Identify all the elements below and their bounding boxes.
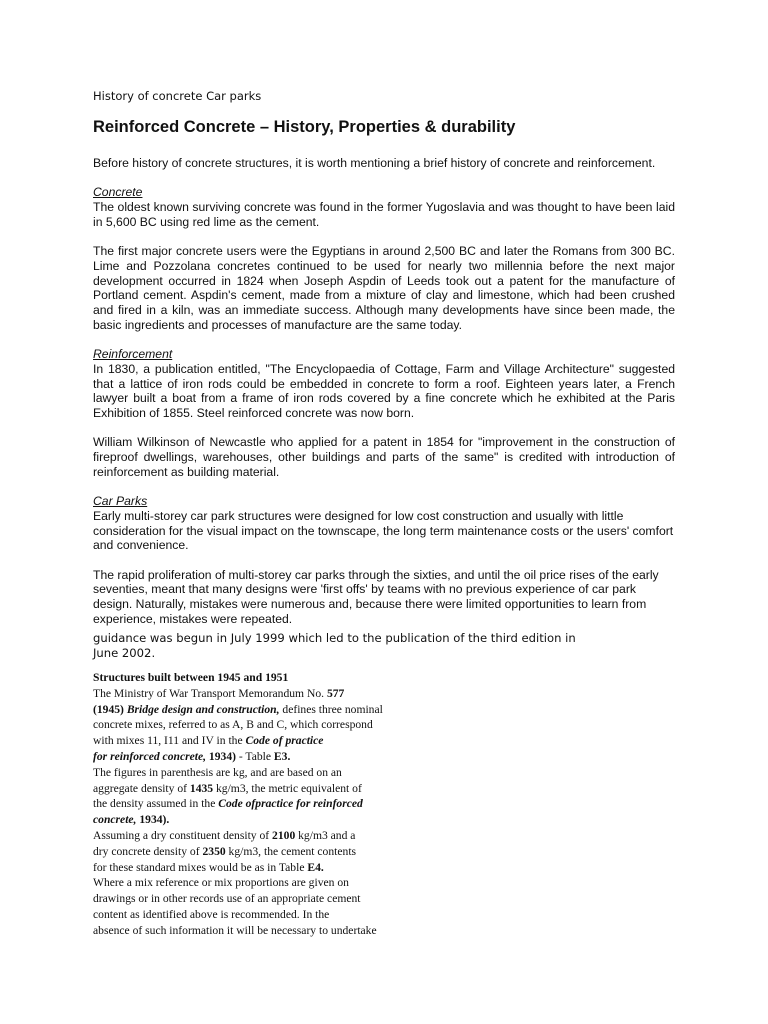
concrete-section — [93, 185, 675, 332]
scan-text: aggregate density of — [93, 781, 190, 795]
guidance-line-1: guidance was begun in July 1999 which led to the publication of the third edition in — [93, 631, 576, 645]
scan-line — [93, 844, 453, 860]
car-parks-heading: Car Parks — [93, 494, 148, 509]
concrete-paragraph-2: The first major concrete users were the Egyptians in around 2,500 BC and later the Romans from 300 BC. Lime and Pozzolana concretes continued to be used for nearly two millennia before the next major development occurred in 1824 when Joseph Aspdin of Leeds took out a patent for the manufacture of Portland cement. Aspdin's cement, made from a mixture of clay and limestone, which had been crushed and fired in a kiln, was an immediate success. Although many developments have since been made, the basic ingredients and processes of manufacture are the same today. — [93, 244, 675, 332]
scan-citation: Bridge design and construction, — [126, 702, 280, 716]
reinforcement-paragraph-1: In 1830, a publication entitled, "The Encyclopaedia of Cottage, Farm and Village Architecture" suggested that a lattice of iron rods could be embedded in concrete to form a roof. Eighteen years later, a French lawyer built a boat from a frame of iron rods covered by a fine concrete which he exhibited at the Paris Exhibition of 1855. Steel reinforced concrete was now born. — [93, 361, 675, 420]
reinforcement-heading: Reinforcement — [93, 347, 173, 362]
scan-line: concrete mixes, referred to as A, B and C, which correspond — [93, 718, 373, 732]
scan-line — [93, 733, 453, 749]
scan-year: (1945) — [93, 702, 127, 716]
scan-citation: concrete, — [93, 813, 140, 827]
scan-line: The figures in parenthesis are kg, and are based on an — [93, 765, 342, 779]
car-parks-paragraph-1: Early multi-storey car park structures were designed for low cost construction and usually with little consideration for the visual impact on the townscape, the long term maintenance costs or the users' comfort and convenience. — [93, 508, 674, 553]
scan-line: content as identified above is recommended. In the — [93, 907, 330, 921]
guidance-paragraph — [93, 631, 613, 660]
scan-line — [93, 812, 453, 828]
scan-line: drawings or in other records use of an appropriate cement — [93, 892, 361, 906]
document-title: Reinforced Concrete – History, Properties & durability — [93, 118, 516, 136]
scan-table-ref: E4. — [307, 860, 324, 874]
car-parks-paragraph-2: The rapid proliferation of multi-storey car parks through the sixties, and until the oil price rises of the early seventies, meant that many designs were 'first offs' by teams with no previous experience of car park design. Naturally, mistakes were numerous and, because there were limited opportunities to learn from experience, mistakes were repeated. — [93, 567, 659, 626]
scan-citation: Code of practice — [245, 734, 324, 748]
guidance-line-2: June 2002. — [93, 645, 156, 660]
document-label: History of concrete Car parks — [93, 89, 262, 103]
scan-line: absence of such information it will be necessary to undertake — [93, 923, 377, 937]
scan-text: for these standard mixes would be as in Table — [93, 860, 308, 874]
scan-line — [93, 749, 453, 765]
scan-text: with mixes 11, I11 and IV in the — [93, 734, 246, 748]
scan-line — [93, 781, 453, 797]
scan-text: kg/m3, the metric equivalent of — [213, 781, 362, 795]
scanned-excerpt — [93, 670, 453, 939]
intro-paragraph: Before history of concrete structures, it is worth mentioning a brief history of concrete and reinforcement. — [93, 156, 656, 170]
scan-line — [93, 686, 453, 702]
scan-text: the density assumed in the — [93, 797, 219, 811]
scan-text: kg/m3, the cement contents — [225, 844, 357, 858]
scan-text: - Table — [235, 749, 274, 763]
scan-text: kg/m3 and a — [295, 828, 356, 842]
scan-line — [93, 828, 453, 844]
scan-line — [93, 796, 453, 812]
scan-table-ref: E3. — [273, 749, 291, 763]
scan-number: 2100 — [272, 828, 296, 842]
reinforcement-paragraph-2: William Wilkinson of Newcastle who applied for a patent in 1854 for "improvement in the construction of fireproof dwellings, warehouses, other buildings and parts of the same" is credited with introduction of reinforcement as building material. — [93, 435, 675, 479]
scan-text: defines three nominal — [279, 702, 383, 716]
scan-number: 1435 — [189, 781, 214, 795]
scan-text: dry concrete density of — [93, 844, 203, 858]
scan-citation: for reinforced concrete, — [93, 749, 209, 763]
scan-year: 1934). — [139, 813, 170, 827]
scan-year: 1934) — [208, 749, 236, 763]
scan-line — [93, 860, 453, 876]
scan-line — [93, 702, 453, 718]
scan-text: Assuming a dry constituent density of — [93, 828, 273, 842]
scan-number: 2350 — [202, 844, 226, 858]
concrete-paragraph-1: The oldest known surviving concrete was found in the former Yugoslavia and was thought to have been laid in 5,600 BC using red lime as the cement. — [93, 200, 675, 229]
scan-line: Where a mix reference or mix proportions are given on — [93, 876, 349, 890]
scan-text: The Ministry of War Transport Memorandum No. — [93, 686, 327, 700]
concrete-heading: Concrete — [93, 185, 143, 200]
reinforcement-section — [93, 347, 675, 479]
scan-heading: Structures built between 1945 and 1951 — [93, 671, 289, 684]
car-parks-section — [93, 494, 675, 626]
scan-number: 577 — [326, 686, 345, 700]
document-body — [93, 156, 675, 641]
scan-citation: Code ofpractice for reinforced — [218, 797, 363, 811]
